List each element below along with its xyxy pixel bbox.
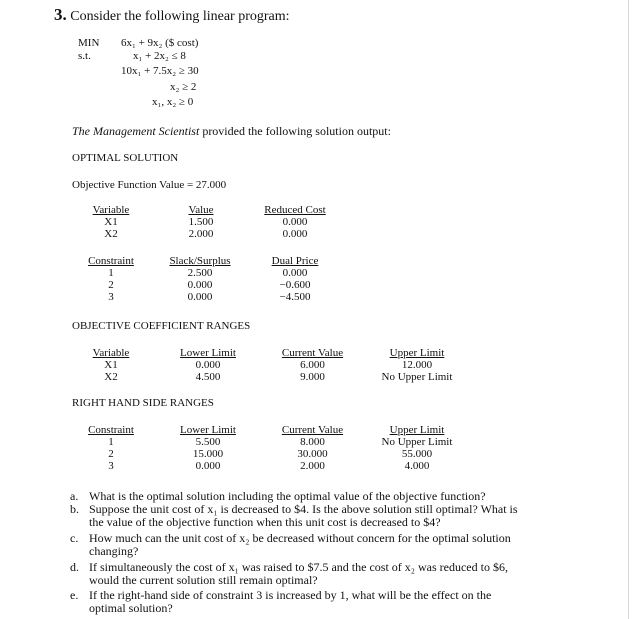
col-header: Lower Limit (180, 424, 236, 436)
con-col-dual-price (260, 255, 330, 303)
var-col-reduced-cost (255, 204, 335, 240)
lp-nonnegativity: x₁, x₂ ≥ 0 (152, 96, 194, 108)
col-header: Variable (92, 204, 130, 216)
table-cell: 0.000 (195, 359, 221, 371)
question-text: If simultaneously the cost of x₁ was raised to $7.5 and the cost of x₂ was reduced to $6, would the current solution still remain optimal? (89, 560, 508, 587)
table-cell: No Upper Limit (381, 436, 453, 448)
col-header: Current Value (281, 347, 344, 359)
table-cell: 6.000 (300, 359, 325, 371)
problem-text: Consider the following linear program: (70, 9, 290, 24)
question-label: a. (70, 489, 79, 503)
intro-sentence (72, 124, 391, 139)
table-cell: 2.000 (188, 228, 214, 240)
table-cell: 5.500 (195, 436, 221, 448)
problem-heading (54, 5, 290, 25)
table-cell: 0.000 (195, 460, 221, 472)
table-cell: 0.000 (282, 228, 308, 240)
table-cell: −0.600 (279, 279, 311, 291)
col-header: Constraint (88, 424, 134, 436)
objective-value: Objective Function Value = 27.000 (72, 179, 227, 191)
col-header: Current Value (281, 424, 344, 436)
table-cell: 3 (108, 460, 114, 472)
table-cell: 0.000 (282, 216, 308, 228)
question-b (70, 503, 550, 529)
table-cell: 0.000 (187, 291, 213, 303)
table-cell: X1 (104, 359, 118, 371)
lp-constraint-3: x₂ ≥ 2 (170, 81, 197, 93)
col-header: Variable (92, 347, 130, 359)
col-header: Reduced Cost (264, 204, 326, 216)
question-d (70, 561, 550, 587)
table-cell: 15.000 (192, 448, 224, 460)
optimal-solution-heading: OPTIMAL SOLUTION (72, 152, 179, 164)
col-header: Upper Limit (389, 347, 445, 359)
lp-constraint-2: 10x₁ + 7.5x₂ ≥ 30 (121, 65, 199, 77)
obj-col-lower (168, 347, 248, 383)
page-edge-divider (628, 0, 629, 619)
col-header: Constraint (88, 255, 134, 267)
col-header: Upper Limit (389, 424, 445, 436)
lp-objective: 6x₁ + 9x₂ ($ cost) (121, 37, 199, 49)
con-col-constraint (80, 255, 142, 303)
table-cell: X2 (104, 371, 118, 383)
question-text: What is the optimal solution including the optimal value of the objective function? (89, 489, 486, 503)
st-label: s.t. (78, 50, 91, 62)
table-cell: −4.500 (279, 291, 311, 303)
rhs-col-lower (168, 424, 248, 472)
min-label: MIN (78, 37, 100, 49)
rhs-col-upper (372, 424, 462, 472)
col-header: Slack/Surplus (169, 255, 231, 267)
var-col-value (170, 204, 232, 240)
table-cell: 1 (108, 267, 114, 279)
table-cell: X2 (104, 228, 118, 240)
question-label: d. (70, 560, 79, 574)
rhs-col-constraint (80, 424, 142, 472)
table-cell: 1.500 (188, 216, 214, 228)
col-header: Value (188, 204, 214, 216)
table-cell: 2.500 (187, 267, 213, 279)
question-label: e. (70, 588, 79, 602)
table-cell: 2 (108, 448, 114, 460)
problem-number: 3. (54, 5, 67, 24)
table-cell: 55.000 (401, 448, 433, 460)
obj-col-current (270, 347, 355, 383)
table-cell: No Upper Limit (381, 371, 453, 383)
rhs-ranges-heading: RIGHT HAND SIDE RANGES (72, 397, 214, 409)
obj-ranges-heading: OBJECTIVE COEFFICIENT RANGES (72, 320, 251, 332)
table-cell: 2.000 (300, 460, 325, 472)
table-cell: 0.000 (187, 279, 213, 291)
table-cell: 9.000 (300, 371, 325, 383)
table-cell: 12.000 (401, 359, 433, 371)
table-cell: 4.500 (195, 371, 221, 383)
con-col-slack (160, 255, 240, 303)
table-cell: 3 (108, 291, 114, 303)
obj-col-variable (80, 347, 142, 383)
question-text: How much can the unit cost of x₂ be decreased without concern for the optimal solution changing? (89, 531, 511, 558)
question-text: If the right-hand side of constraint 3 is increased by 1, what will be the effect on the optimal solution? (89, 588, 492, 615)
software-name: The Management Scientist (72, 124, 200, 138)
lp-constraint-1: x₁ + 2x₂ ≤ 8 (133, 50, 186, 62)
col-header: Lower Limit (180, 347, 236, 359)
intro-rest: provided the following solution output: (199, 124, 391, 138)
table-cell: 4.000 (404, 460, 430, 472)
table-cell: 30.000 (297, 448, 328, 460)
table-cell: 0.000 (282, 267, 308, 279)
col-header: Dual Price (271, 255, 319, 267)
var-col-variable (80, 204, 142, 240)
question-c (70, 532, 550, 558)
table-cell: X1 (104, 216, 118, 228)
question-label: c. (70, 531, 79, 545)
question-text: Suppose the unit cost of x₁ is decreased to $4. Is the above solution still optimal? What is the value of the objective function when this unit cost is decreased to $4? (89, 502, 518, 529)
table-cell: 8.000 (300, 436, 325, 448)
question-label: b. (70, 502, 79, 516)
rhs-col-current (270, 424, 355, 472)
table-cell: 1 (108, 436, 114, 448)
obj-col-upper (372, 347, 462, 383)
table-cell: 2 (108, 279, 114, 291)
question-e (70, 589, 550, 615)
